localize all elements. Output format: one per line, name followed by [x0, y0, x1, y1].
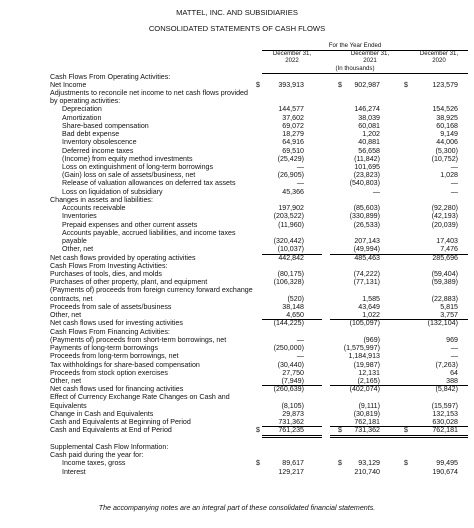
cell-value: —	[450, 352, 458, 361]
table-row	[0, 402, 474, 410]
row-label: Proceeds from long-term borrowings, net	[50, 352, 179, 361]
cell-value: —	[450, 179, 458, 188]
cell-value: 630,028	[432, 418, 458, 427]
table-row	[0, 254, 474, 262]
table-row	[0, 377, 474, 385]
table-row	[0, 262, 474, 270]
column-header-year: 2020	[432, 57, 446, 65]
subtotal-rule	[262, 319, 322, 320]
cell-value: 731,362	[278, 418, 304, 427]
cell-value: —	[372, 187, 380, 196]
cell-value: (74,222)	[353, 270, 380, 279]
cell-value: 210,740	[354, 467, 380, 476]
cell-value: —	[296, 352, 304, 361]
cell-value: 38,148	[282, 302, 304, 311]
cell-value: 18,279	[282, 130, 304, 139]
row-label: Other, net	[62, 245, 94, 254]
table-row	[0, 171, 474, 179]
column-header-year: 2021	[363, 57, 377, 65]
row-label: by operating activities:	[50, 97, 121, 106]
row-label: (Income) from equity method investments	[62, 154, 193, 163]
subtotal-rule	[262, 385, 322, 386]
table-row	[0, 212, 474, 220]
total-double-rule	[330, 437, 410, 438]
cell-value: 1,022	[362, 311, 380, 320]
row-label: Purchases of other property, plant, and equipment	[50, 278, 208, 287]
column-header-line1: December 31,	[419, 50, 459, 57]
table-row	[0, 229, 474, 237]
total-double-rule	[262, 437, 322, 438]
row-label: Other, net	[50, 311, 82, 320]
cell-value: 69,510	[282, 146, 304, 155]
row-label: Net cash flows used for financing activities	[50, 385, 184, 394]
row-label: Interest	[62, 467, 86, 476]
cell-value: 1,028	[440, 171, 458, 180]
table-row	[0, 295, 474, 303]
cell-value: (250,000)	[273, 344, 304, 353]
cell-value: 129,217	[278, 467, 304, 476]
row-label: Effect of Currency Exchange Rate Changes on Cash and	[50, 393, 230, 402]
total-double-rule	[330, 435, 410, 436]
footnote: The accompanying notes are an integral part of these consolidated financial statements.	[98, 504, 376, 512]
table-row	[0, 319, 474, 327]
cell-value: 144,577	[278, 105, 304, 114]
cell-value: (969)	[363, 335, 380, 344]
cell-value: 40,881	[358, 138, 380, 147]
row-label: Payments of long-term borrowings	[50, 344, 159, 353]
table-row	[0, 204, 474, 212]
cell-value: 393,913	[278, 80, 304, 89]
cell-value: (402,074)	[349, 385, 380, 394]
subtotal-rule	[262, 426, 322, 427]
subtotal-rule	[410, 319, 468, 320]
total-double-rule	[262, 435, 322, 436]
row-label: Share-based compensation	[62, 121, 149, 130]
row-label: Net cash flows used for investing activities	[50, 319, 183, 328]
cell-value: 207,143	[354, 237, 380, 246]
cell-value: 762,181	[354, 418, 380, 427]
cell-value: (260,639)	[273, 385, 304, 394]
cell-value: (42,193)	[431, 212, 458, 221]
cell-value: (8,105)	[281, 401, 304, 410]
period-header: For the Year Ended	[328, 42, 382, 49]
table-row	[0, 459, 474, 467]
table-row	[0, 188, 474, 196]
table-row	[0, 237, 474, 245]
cell-value: 37,602	[282, 113, 304, 122]
cell-value: (30,440)	[277, 360, 304, 369]
cell-value: (10,037)	[277, 245, 304, 254]
cell-value: 101,695	[354, 163, 380, 172]
table-row	[0, 196, 474, 204]
subtotal-rule	[330, 319, 410, 320]
cell-value: 60,168	[436, 121, 458, 130]
cell-value: (330,899)	[349, 212, 380, 221]
cell-value: 17,403	[436, 237, 458, 246]
row-label: Cash Flows From Operating Activities:	[50, 72, 171, 81]
cell-value: (7,949)	[281, 377, 304, 385]
cell-value: (15,597)	[431, 401, 458, 410]
cell-value: (5,300)	[435, 146, 458, 155]
statement-subtitle: CONSOLIDATED STATEMENTS OF CASH FLOWS	[148, 24, 326, 33]
cell-value: 969	[446, 335, 458, 344]
table-row	[0, 97, 474, 105]
currency-symbol: $	[338, 459, 342, 468]
subtotal-rule	[330, 385, 410, 386]
cell-value: 902,987	[354, 80, 380, 89]
cell-value: 146,274	[354, 105, 380, 114]
cell-value: (105,097)	[349, 319, 380, 328]
subtotal-rule	[262, 254, 322, 255]
cell-value: (144,225)	[273, 319, 304, 328]
cell-value: 44,006	[436, 138, 458, 147]
cell-value: (22,883)	[431, 294, 458, 303]
cell-value: 1,184,913	[348, 352, 380, 361]
row-label: Other, net	[50, 377, 82, 385]
cell-value: 64	[450, 368, 458, 377]
cell-value: (26,533)	[353, 220, 380, 229]
table-row	[0, 328, 474, 336]
table-row	[0, 344, 474, 352]
row-label: Tax withholdings for share-based compensation	[50, 360, 200, 369]
table-row	[0, 114, 474, 122]
cell-value: (7,263)	[435, 360, 458, 369]
subtotal-rule	[410, 426, 468, 427]
row-label: Purchases of tools, dies, and molds	[50, 270, 162, 279]
currency-symbol: $	[256, 459, 260, 468]
subtotal-rule	[410, 385, 468, 386]
cell-value: (26,905)	[277, 171, 304, 180]
cell-value: 442,842	[278, 253, 304, 262]
cell-value: (2,165)	[357, 377, 380, 385]
cell-value: (540,803)	[349, 179, 380, 188]
cell-value: (5,842)	[435, 385, 458, 394]
cell-value: 388	[446, 377, 458, 385]
cell-value: 29,873	[282, 409, 304, 418]
table-row	[0, 155, 474, 163]
cell-value: 1,202	[362, 130, 380, 139]
table-row	[0, 221, 474, 229]
cell-value: 38,925	[436, 113, 458, 122]
table-row	[0, 278, 474, 286]
cell-value: 154,526	[432, 105, 458, 114]
cell-value: 485,463	[354, 253, 380, 262]
row-label: Loss on liquidation of subsidiary	[62, 187, 163, 196]
cell-value: 9,149	[440, 130, 458, 139]
row-label: Net cash flows provided by operating activities	[50, 253, 196, 262]
table-row	[0, 130, 474, 138]
row-label: Accounts receivable	[62, 204, 126, 213]
row-label: Depreciation	[62, 105, 102, 114]
row-label: Equivalents	[50, 401, 87, 410]
row-label: payable	[62, 237, 87, 246]
table-row	[0, 138, 474, 146]
cell-value: 762,181	[432, 426, 458, 435]
cell-value: (59,404)	[431, 270, 458, 279]
cell-value: 43,649	[358, 302, 380, 311]
cell-value: (49,994)	[353, 245, 380, 254]
cell-value: 731,362	[354, 426, 380, 435]
currency-symbol: $	[338, 426, 342, 435]
cell-value: 190,674	[432, 467, 458, 476]
cell-value: (11,960)	[278, 220, 304, 229]
cell-value: 123,579	[432, 80, 458, 89]
table-row	[0, 122, 474, 130]
table-row	[0, 361, 474, 369]
table-row	[0, 286, 474, 294]
row-label: Net Income	[50, 80, 87, 89]
row-label: Cash and Equivalents at End of Period	[50, 426, 172, 435]
row-label: (Payments of) proceeds from short-term borrowings, net	[50, 335, 227, 344]
cell-value: 99,495	[436, 459, 458, 468]
cell-value: (132,104)	[427, 319, 458, 328]
cell-value: 1,585	[362, 294, 380, 303]
table-row	[0, 443, 474, 451]
cell-value: 285,696	[432, 253, 458, 262]
table-row	[0, 385, 474, 393]
column-header-line1: December 31,	[272, 50, 312, 57]
table-row	[0, 393, 474, 401]
cell-value: 3,757	[440, 311, 458, 320]
row-label: Cash Flows From Financing Activities:	[50, 327, 170, 336]
cell-value: 132,153	[432, 409, 458, 418]
table-row	[0, 81, 474, 89]
table-row	[0, 105, 474, 113]
row-label: contracts, net	[50, 294, 93, 303]
cell-value: —	[450, 344, 458, 353]
table-row	[0, 245, 474, 253]
column-header-year: 2022	[285, 57, 299, 65]
table-row	[0, 426, 474, 434]
row-label: Proceeds from stock option exercises	[50, 368, 168, 377]
row-label: Bad debt expense	[62, 130, 120, 139]
cell-value: 5,815	[440, 302, 458, 311]
cell-value: (19,987)	[353, 360, 380, 369]
table-row	[0, 451, 474, 459]
table-row	[0, 468, 474, 476]
cell-value: (10,752)	[431, 154, 458, 163]
cell-value: (77,131)	[353, 278, 380, 287]
table-row	[0, 311, 474, 319]
row-label: Inventories	[62, 212, 97, 221]
row-label: Inventory obsolescence	[62, 138, 137, 147]
cell-value: 7,476	[440, 245, 458, 254]
row-label: (Gain) loss on sale of assets/business, net	[62, 171, 196, 180]
cell-value: 4,650	[286, 311, 304, 320]
currency-symbol: $	[404, 459, 408, 468]
cell-value: 93,129	[358, 459, 380, 468]
cell-value: 197,902	[278, 204, 304, 213]
cell-value: —	[296, 179, 304, 188]
cell-value: 761,235	[278, 426, 304, 435]
table-row	[0, 410, 474, 418]
cell-value: (92,280)	[431, 204, 458, 213]
cell-value: —	[450, 163, 458, 172]
table-row	[0, 73, 474, 81]
cell-value: 69,072	[282, 121, 304, 130]
table-row	[0, 418, 474, 426]
row-label: Accounts payable, accrued liabilities, and income taxes	[62, 228, 236, 237]
cell-value: —	[296, 163, 304, 172]
row-label: (Payments of) proceeds from foreign currency forward exchange	[50, 286, 253, 295]
cell-value: (9,111)	[358, 401, 380, 410]
cell-value: (320,442)	[273, 237, 304, 246]
column-header-2022	[262, 50, 322, 64]
row-label: Change in Cash and Equivalents	[50, 409, 154, 418]
subtotal-rule	[330, 426, 410, 427]
cell-value: (23,823)	[353, 171, 380, 180]
row-label: Adjustments to reconcile net income to net cash flows provided	[50, 88, 248, 97]
table-row	[0, 270, 474, 278]
row-label: Deferred income taxes	[62, 146, 134, 155]
cell-value: (106,328)	[273, 278, 304, 287]
cell-value: 64,916	[282, 138, 304, 147]
row-label: Release of valuation allowances on deferred tax assets	[62, 179, 236, 188]
row-label: Changes in assets and liabilities:	[50, 195, 153, 204]
table-row	[0, 369, 474, 377]
row-label: Cash Flows From Investing Activities:	[50, 261, 168, 270]
table-row	[0, 163, 474, 171]
currency-symbol: $	[256, 426, 260, 435]
cell-value: (30,819)	[353, 409, 380, 418]
currency-symbol: $	[404, 80, 408, 89]
cell-value: (11,842)	[354, 154, 380, 163]
cell-value: 12,131	[358, 368, 380, 377]
cell-value: (20,039)	[431, 220, 458, 229]
table-row	[0, 336, 474, 344]
row-label: Amortization	[62, 113, 102, 122]
cell-value: (59,389)	[431, 278, 458, 287]
column-header-line1: December 31,	[350, 50, 390, 57]
cell-value: 60,081	[358, 121, 380, 130]
cell-value: (25,429)	[277, 154, 304, 163]
cell-value: (1,575,997)	[343, 344, 380, 353]
cell-value: (80,175)	[277, 270, 304, 279]
table-row	[0, 147, 474, 155]
cell-value: 38,039	[358, 113, 380, 122]
cell-value: —	[450, 187, 458, 196]
row-label: Cash and Equivalents at Beginning of Period	[50, 418, 191, 427]
total-double-rule	[410, 437, 468, 438]
cell-value: (520)	[287, 294, 304, 303]
cell-value: 56,658	[358, 146, 380, 155]
table-row	[0, 179, 474, 187]
subtotal-rule	[330, 254, 410, 255]
cell-value: 45,366	[282, 187, 304, 196]
table-row	[0, 303, 474, 311]
column-header-2020	[410, 50, 468, 64]
total-double-rule	[410, 435, 468, 436]
cell-value: 89,617	[282, 459, 304, 468]
statement-title: MATTEL, INC. AND SUBSIDIARIES	[176, 8, 298, 17]
row-label: Supplemental Cash Flow Information:	[50, 442, 169, 451]
row-label: Cash paid during the year for:	[50, 451, 144, 460]
units-header: (In thousands)	[335, 65, 375, 72]
cell-value: (85,603)	[353, 204, 380, 213]
row-label: Proceeds from sale of assets/business	[50, 302, 172, 311]
subtotal-rule	[410, 254, 468, 255]
currency-symbol: $	[256, 80, 260, 89]
cell-value: (203,522)	[273, 212, 304, 221]
row-label: Income taxes, gross	[62, 459, 126, 468]
column-header-2021	[330, 50, 410, 64]
table-row	[0, 352, 474, 360]
row-label: Prepaid expenses and other current assets	[62, 220, 198, 229]
currency-symbol: $	[338, 80, 342, 89]
currency-symbol: $	[404, 426, 408, 435]
row-label: Loss on extinguishment of long-term borrowings	[62, 163, 214, 172]
cell-value: —	[296, 335, 304, 344]
cell-value: 27,750	[282, 368, 304, 377]
table-row	[0, 89, 474, 97]
